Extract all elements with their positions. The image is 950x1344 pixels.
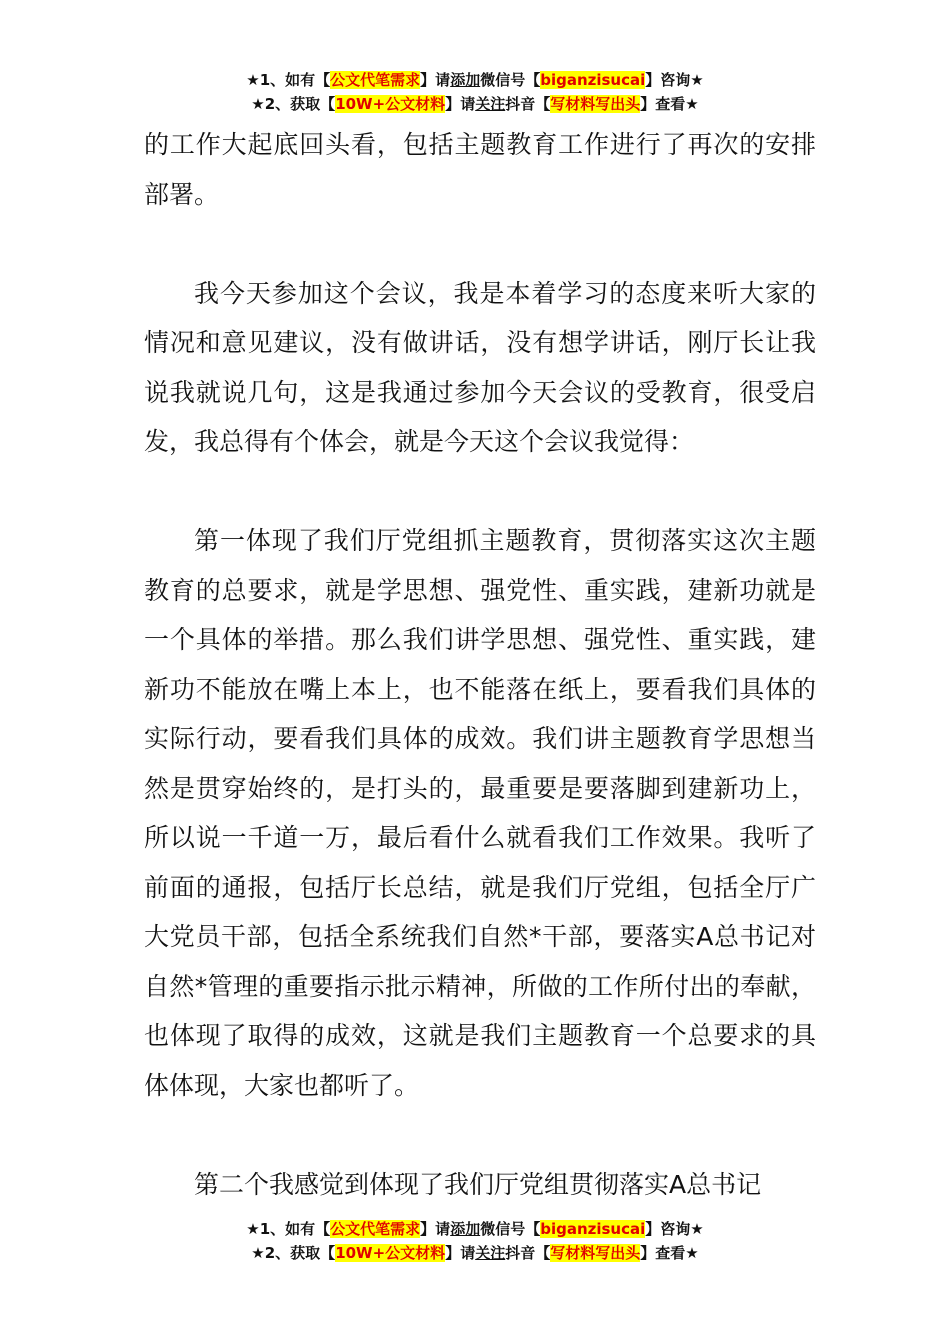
banner-highlight: biganzisucai xyxy=(540,71,646,89)
banner-line-2: ★2、获取【10W+公文材料】请关注抖音【写材料写出头】查看★ xyxy=(251,1244,699,1262)
banner-highlight: biganzisucai xyxy=(540,1220,646,1238)
banner-highlight: 10W+公文材料 xyxy=(335,95,446,113)
banner-line-1: ★1、如有【公文代笔需求】请添加微信号【biganzisucai】咨询★ xyxy=(246,1220,704,1238)
paragraph: 第一体现了我们厅党组抓主题教育，贯彻落实这次主题教育的总要求，就是学思想、强党性、重实践，建新功就是一个具体的举措。那么我们讲学思想、强党性、重实践，建新功不能放在嘴上本上，也不能落在纸上，要看我们具体的实际行动，要看我们具体的成效。我们讲主题教育学思想当然是贯穿始终的，是打头的，最重要是要落脚到建新功上，所以说一千道一万，最后看什么就看我们工作效果。我听了前面的通报，包括厅长总结，就是我们厅党组，包括全厅广大党员干部，包括全系统我们自然*干部，要落实A总书记对自然*管理的重要指示批示精神，所做的工作所付出的奉献，也体现了取得的成效，这就是我们主题教育一个总要求的具体体现，大家也都听了。 xyxy=(144,526,816,1100)
footer-banner xyxy=(0,1217,950,1265)
banner-highlight: 写材料写出头 xyxy=(550,95,641,113)
paragraph: 的工作大起底回头看，包括主题教育工作进行了再次的安排部署。 xyxy=(144,130,816,209)
banner-highlight: 公文代笔需求 xyxy=(330,1220,421,1238)
paragraph: 第二个我感觉到体现了我们厅党组贯彻落实A总书记 xyxy=(194,1169,762,1199)
header-banner xyxy=(0,68,950,116)
paragraph: 我今天参加这个会议，我是本着学习的态度来听大家的情况和意见建议，没有做讲话，没有想学讲话，刚厅长让我说我就说几句，这是我通过参加今天会议的受教育，很受启发，我总得有个体会，就是今天这个会议我觉得： xyxy=(144,278,816,456)
banner-highlight: 10W+公文材料 xyxy=(335,1244,446,1262)
banner-highlight: 公文代笔需求 xyxy=(330,71,421,89)
banner-line-2: ★2、获取【10W+公文材料】请关注抖音【写材料写出头】查看★ xyxy=(251,95,699,113)
document-body xyxy=(144,120,816,1259)
banner-highlight: 写材料写出头 xyxy=(550,1244,641,1262)
banner-line-1: ★1、如有【公文代笔需求】请添加微信号【biganzisucai】咨询★ xyxy=(246,71,704,89)
